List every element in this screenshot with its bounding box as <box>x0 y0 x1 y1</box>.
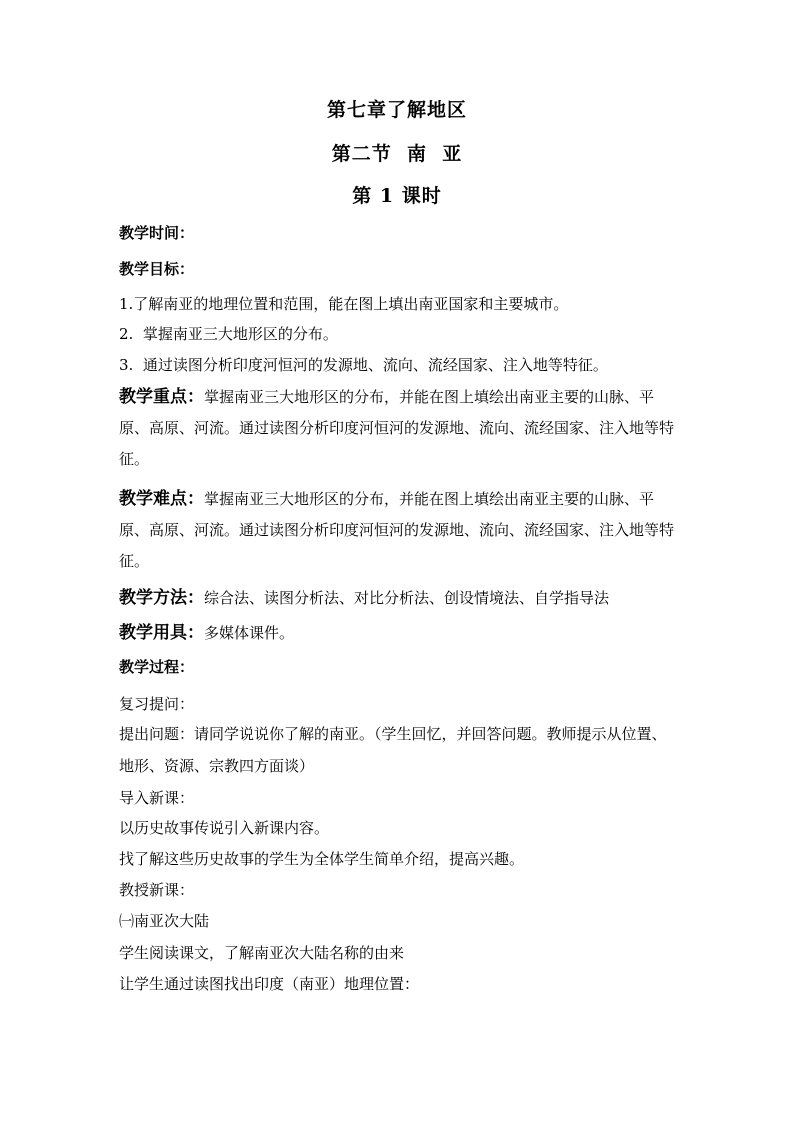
key-points-text: 掌握南亚三大地形区的分布，并能在图上填绘出南亚主要的山脉、平原、高原、河流。通过读图分析印度河恒河的发源地、流向、流经国家、注入地等特征。 <box>119 388 675 468</box>
methods-paragraph <box>119 583 681 614</box>
tools-text: 多媒体课件。 <box>204 624 295 642</box>
tools-paragraph <box>119 618 681 649</box>
chapter-title: 第七章了解地区 <box>326 99 467 121</box>
goal-item-3: 3. 通过读图分析印度河恒河的发源地、流向、流经国家、注入地等特征。 <box>119 356 608 374</box>
teach-heading: 教授新课： <box>119 881 195 899</box>
tools-label: 教学用具： <box>119 623 204 643</box>
methods-text: 综合法、读图分析法、对比分析法、创设情境法、自学指导法 <box>204 589 610 607</box>
intro-heading: 导入新课： <box>119 789 195 807</box>
difficult-points-label: 教学难点： <box>119 489 204 509</box>
difficult-points-paragraph <box>119 484 681 577</box>
subcontinent-line-2: 让学生通过读图找出印度（南亚）地理位置： <box>119 975 420 993</box>
teaching-time-label: 教学时间： <box>119 224 195 242</box>
intro-line-1: 以历史故事传说引入新课内容。 <box>119 819 330 837</box>
teaching-goals-label: 教学目标： <box>119 260 195 278</box>
review-question: 提出问题：请同学说说你了解的南亚。（学生回忆，并回答问题。教师提示从位置、地形、资源、宗教四方面谈） <box>119 725 667 775</box>
key-points-paragraph <box>119 382 681 475</box>
methods-label: 教学方法： <box>119 588 204 608</box>
intro-line-2: 找了解这些历史故事的学生为全体学生简单介绍，提高兴趣。 <box>119 850 525 868</box>
subcontinent-line-1: 学生阅读课文，了解南亚次大陆名称的由来 <box>119 944 405 962</box>
process-label: 教学过程： <box>119 658 195 676</box>
section-title: 第二节 南 亚 <box>331 143 463 165</box>
lesson-title: 第 1 课时 <box>352 185 442 207</box>
goal-item-2: 2. 掌握南亚三大地形区的分布。 <box>119 325 338 343</box>
review-heading: 复习提问： <box>119 695 195 713</box>
difficult-points-text: 掌握南亚三大地形区的分布，并能在图上填绘出南亚主要的山脉、平原、高原、河流。通过读图分析印度河恒河的发源地、流向、流经国家、注入地等特征。 <box>119 490 675 570</box>
goal-item-1: 1.了解南亚的地理位置和范围，能在图上填出南亚国家和主要城市。 <box>119 295 569 313</box>
key-points-label: 教学重点： <box>119 387 204 407</box>
subcontinent-heading: ㈠南亚次大陆 <box>119 912 210 930</box>
